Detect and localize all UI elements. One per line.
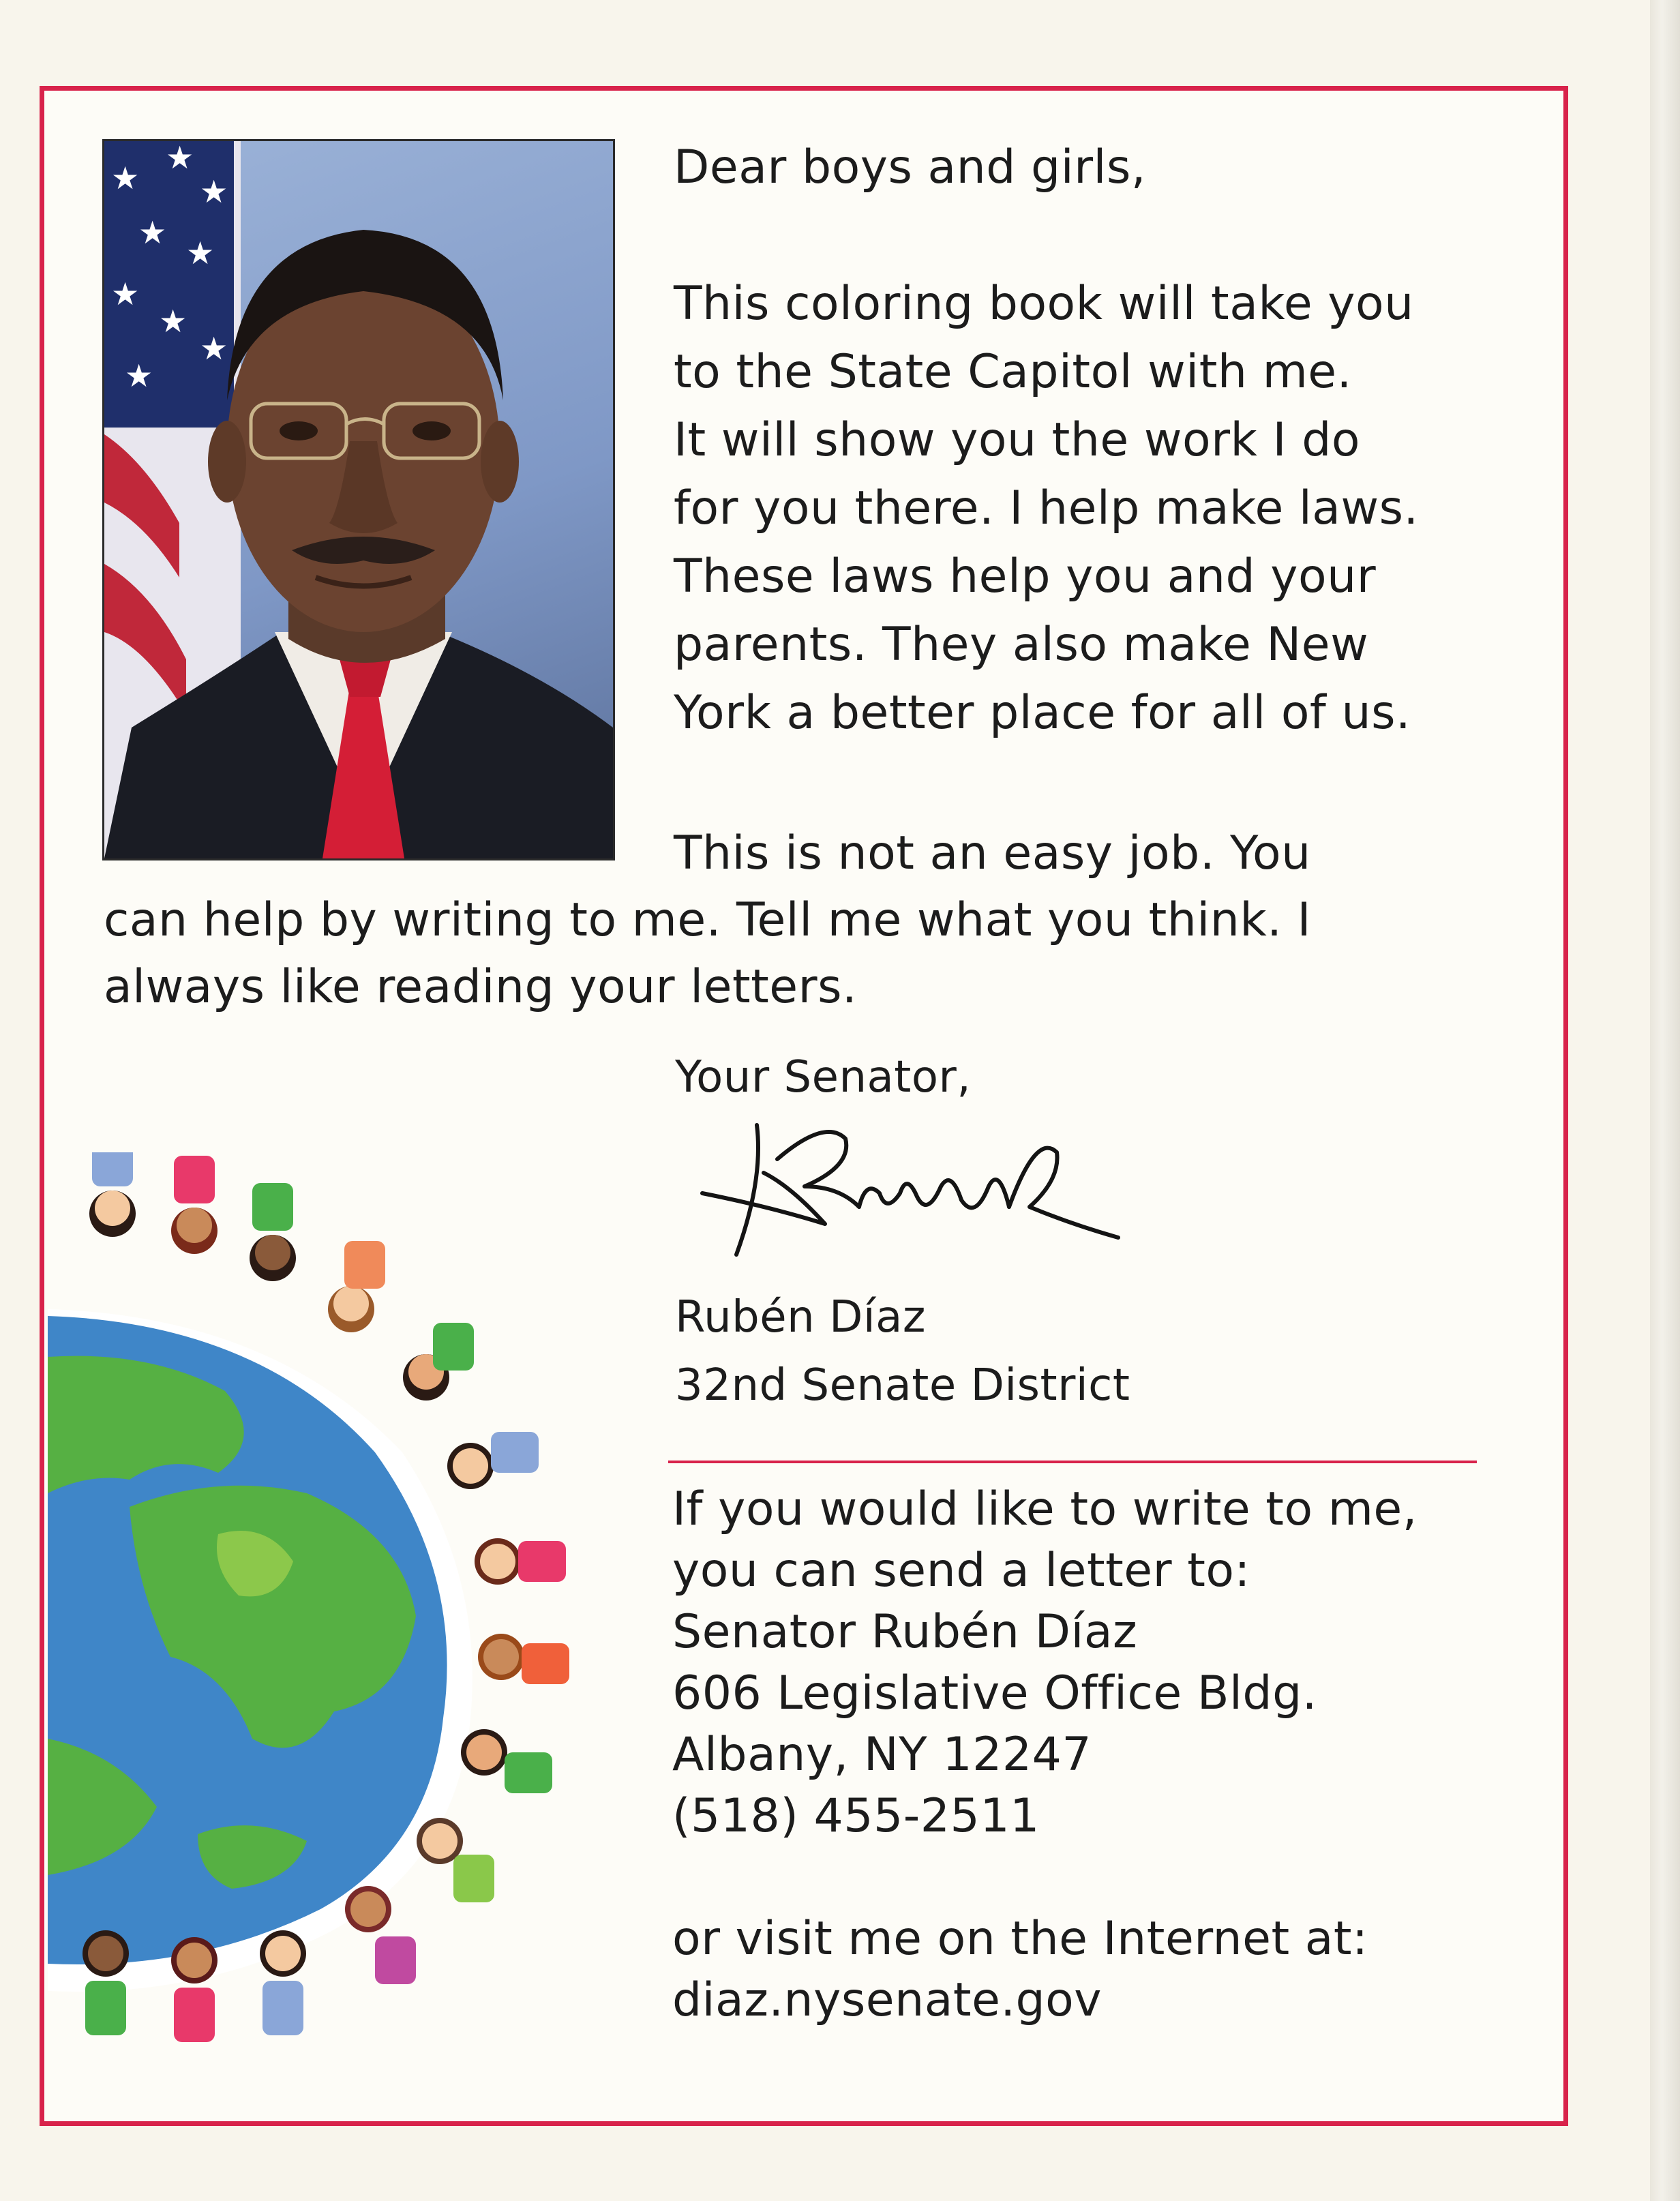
paragraph-line: can help by writing to me. Tell me what you think. I	[104, 893, 1312, 947]
senator-name: Rubén Díaz	[675, 1292, 926, 1343]
salutation: Dear boys and girls,	[674, 140, 1146, 194]
globe-children-illustration	[48, 1152, 661, 2093]
svg-text:★: ★	[200, 173, 228, 210]
svg-text:★: ★	[111, 160, 140, 196]
senate-district: 32nd Senate District	[675, 1360, 1130, 1411]
contact-line: 606 Legislative Office Bldg.	[672, 1666, 1317, 1720]
senator-portrait	[102, 139, 615, 860]
svg-text:★: ★	[200, 330, 228, 367]
contact-line: (518) 455-2511	[672, 1789, 1040, 1843]
body-line: This coloring book will take you	[674, 277, 1414, 331]
svg-text:★: ★	[159, 303, 188, 340]
contact-line: Albany, NY 12247	[672, 1728, 1092, 1782]
closing: Your Senator,	[675, 1052, 972, 1103]
web-intro: or visit me on the Internet at:	[672, 1912, 1368, 1966]
body-line: These laws help you and your	[674, 550, 1377, 603]
body-line: It will show you the work I do	[674, 413, 1360, 467]
body-line: parents. They also make New	[674, 618, 1369, 672]
svg-text:★: ★	[166, 141, 194, 176]
website-link[interactable]: diaz.nysenate.gov	[672, 1973, 1102, 2027]
body-line: for you there. I help make laws.	[674, 481, 1419, 535]
section-divider	[668, 1461, 1477, 1463]
svg-text:★: ★	[186, 235, 215, 271]
svg-text:★: ★	[111, 275, 140, 312]
contact-line: If you would like to write to me,	[672, 1482, 1418, 1536]
contact-line: you can send a letter to:	[672, 1544, 1250, 1598]
body-line: York a better place for all of us.	[674, 686, 1411, 740]
paragraph-line: always like reading your letters.	[104, 960, 858, 1014]
contact-line: Senator Rubén Díaz	[672, 1605, 1138, 1659]
page-edge	[1650, 0, 1680, 2201]
svg-text:★: ★	[138, 214, 167, 251]
paragraph-line: This is not an easy job. You	[674, 826, 1311, 880]
globe-icon	[48, 1309, 472, 1992]
signature-image	[689, 1105, 1125, 1296]
body-line: to the State Capitol with me.	[674, 345, 1352, 399]
svg-text:★: ★	[125, 357, 153, 394]
portrait-drawing	[104, 141, 613, 858]
